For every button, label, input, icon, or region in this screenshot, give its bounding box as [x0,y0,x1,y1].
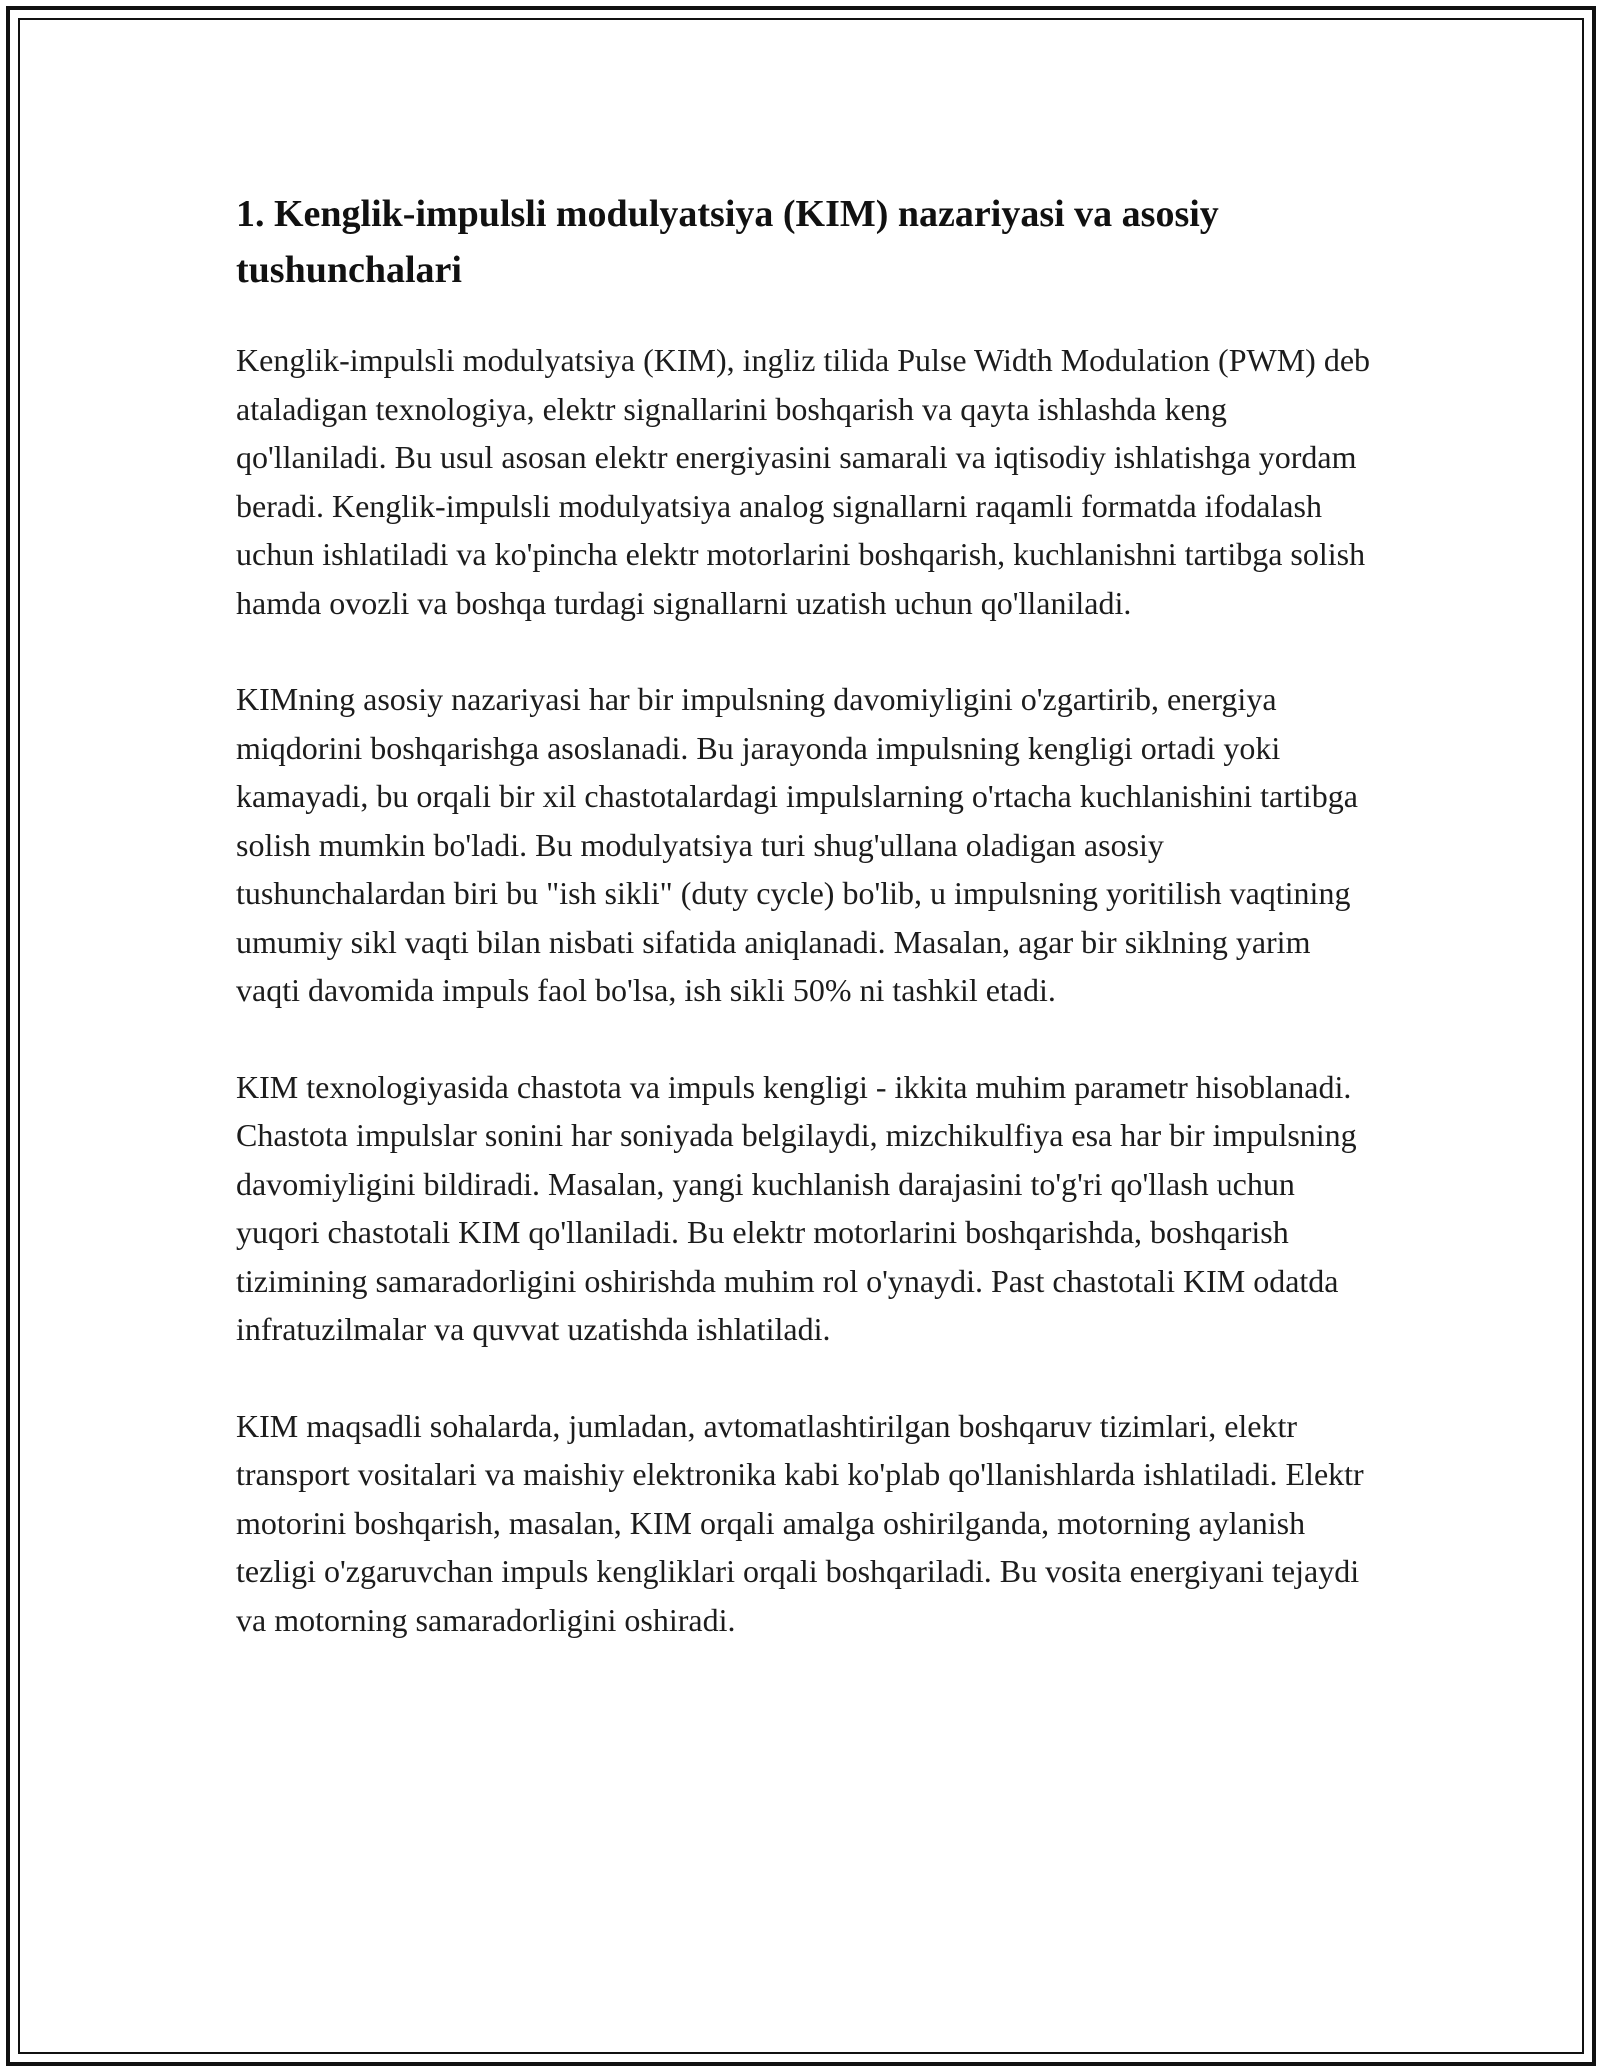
document-body [236,186,1376,1692]
paragraph-kim-parameters: KIM texnologiyasida chastota va impuls kengligi - ikkita muhim parametr hisoblanadi. Chastota impulslar sonini har soniyada belgilaydi, mizchikulfiya esa har bir impulsning davomiyligini bildiradi. Masalan, yangi kuchlanish darajasini to'g'ri qo'llash uchun yuqori chastotali KIM qo'llaniladi. Bu elektr motorlarini boshqarishda, boshqarish tizimining samaradorligini oshirishda muhim rol o'ynaydi. Past chastotali KIM odatda infratuzilmalar va quvvat uzatishda ishlatiladi. [236,1068,1357,1347]
paragraph-kim-intro: Kenglik-impulsli modulyatsiya (KIM), ingliz tilida Pulse Width Modulation (PWM) deb ataladigan texnologiya, elektr signallarini boshqarish va qayta ishlashda keng qo'llaniladi. Bu usul asosan elektr energiyasini samarali va iqtisodiy ishlatishga yordam beradi. Kenglik-impulsli modulyatsiya analog signallarni raqamli formatda ifodalash uchun ishlatiladi va ko'pincha elektr motorlarini boshqarish, kuchlanishni tartibga solish hamda ovozli va boshqa turdagi signallarni uzatish uchun qo'llaniladi. [236,342,1371,621]
section-heading: 1. Kenglik-impulsli modulyatsiya (KIM) nazariyasi va asosiy tushunchalari [236,193,1219,291]
paragraph-kim-theory: KIMning asosiy nazariyasi har bir impulsning davomiyligini o'zgartirib, energiya miqdorini boshqarishga asoslanadi. Bu jarayonda impulsning kengligi ortadi yoki kamayadi, bu orqali bir xil chastotalardagi impulslarning o'rtacha kuchlanishini tartibga solish mumkin bo'ladi. Bu modulyatsiya turi shug'ullana oladigan asosiy tushunchalardan biri bu "ish sikli" (duty cycle) bo'lib, u impulsning yoritilish vaqtining umumiy sikl vaqti bilan nisbati sifatida aniqlanadi. Masalan, agar bir siklning yarim vaqti davomida impuls faol bo'lsa, ish sikli 50% ni tashkil etadi. [236,681,1358,1008]
paragraph-kim-applications: KIM maqsadli sohalarda, jumladan, avtomatlashtirilgan boshqaruv tizimlari, elektr transport vositalari va maishiy elektronika kabi ko'plab qo'llanishlarda ishlatiladi. Elektr motorini boshqarish, masalan, KIM orqali amalga oshirilganda, motorning aylanish tezligi o'zgaruvchan impuls kengliklari orqali boshqariladi. Bu vosita energiyani tejaydi va motorning samaradorligini oshiradi. [236,1407,1364,1638]
